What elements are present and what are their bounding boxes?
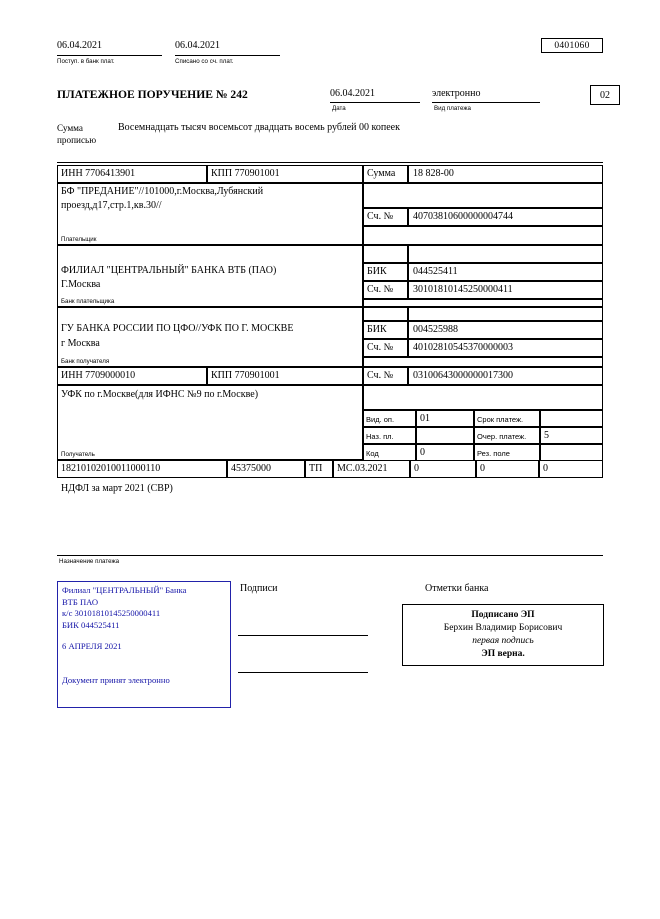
signatures-caption: Подписи	[240, 583, 278, 594]
tip-plat-cell	[539, 460, 603, 478]
spisano-date-rule	[175, 55, 280, 56]
kbk-value: 18210102010011000110	[61, 463, 161, 474]
purpose-value: НДФЛ за март 2021 (СВР)	[61, 483, 173, 494]
sum-in-words-label-2: прописью	[57, 135, 97, 145]
kod-label: Код	[366, 449, 379, 458]
postup-date-field	[57, 40, 162, 51]
ep-line-2: Берхин Владимир Борисович	[443, 623, 563, 633]
ocher-plat-value-cell	[540, 427, 603, 444]
payee-bank-bik-label: БИК	[367, 324, 387, 335]
payer-name-line2: проезд,д17,стр.1,кв.30//	[61, 200, 162, 211]
ocher-plat-value: 5	[544, 430, 549, 441]
vid-op-label: Вид. оп.	[366, 415, 395, 424]
spisano-date-field	[175, 40, 280, 51]
amount-label: Сумма	[367, 168, 396, 179]
signature-line-2	[238, 672, 368, 673]
stamp-line-1: Филиал "ЦЕНТРАЛЬНЫЙ" Банка	[62, 585, 187, 595]
bank-electronic-stamp	[57, 581, 231, 708]
nomer-dok-value: 0	[414, 463, 419, 474]
res-pole-value-cell	[540, 444, 603, 461]
payer-bank-bik-label: БИК	[367, 266, 387, 277]
payee-kpp-value: КПП 770901001	[211, 370, 280, 381]
data-dok-cell	[476, 460, 539, 478]
doc-date-value: 06.04.2021	[330, 88, 375, 99]
spisano-date-label: Списано со сч. плат.	[175, 58, 234, 65]
srok-plat-value-cell	[540, 410, 603, 427]
spisano-date-value: 06.04.2021	[175, 40, 220, 51]
payer-account-value: 40703810600000004744	[413, 211, 513, 222]
payee-bank-spacer-right	[408, 307, 603, 321]
ep-line-4: ЭП верна.	[481, 649, 525, 659]
payer-bank-acc-label: Сч. №	[367, 284, 394, 295]
payee-bank-acc-value: 40102810545370000003	[413, 342, 513, 353]
signature-line-1	[238, 635, 368, 636]
payment-kind-label: Вид платежа	[434, 105, 471, 112]
srok-plat-label: Срок платеж.	[477, 415, 524, 424]
stamp-line-6: Документ принят электронно	[62, 674, 170, 685]
payer-bank-bottom-spacer	[363, 299, 603, 307]
purpose-caption: Назначение платежа	[59, 558, 120, 565]
payer-bank-spacer-right	[408, 245, 603, 263]
sum-in-words-label-1: Сумма	[57, 123, 84, 133]
payee-right-spacer	[363, 385, 603, 410]
doc-date-label: Дата	[332, 105, 346, 112]
stamp-line-3: к/с 30101810145250000411	[62, 608, 161, 618]
ocher-plat-label: Очер. платеж.	[477, 432, 527, 441]
oktmo-final: 45375000	[231, 463, 271, 474]
naz-pl-label: Наз. пл.	[366, 432, 394, 441]
tip-plat-value: 0	[543, 463, 548, 474]
nomer-dok-cell	[410, 460, 476, 478]
purpose-rule	[57, 555, 603, 556]
payment-kind-rule	[432, 102, 540, 103]
sum-in-words-rule	[57, 162, 603, 163]
vid-op-value: 01	[420, 413, 430, 424]
payee-name-value: УФК по г.Москве(для ИФНС №9 по г.Москве)	[61, 389, 259, 400]
payer-bank-acc-value: 30101810145250000411	[413, 284, 513, 295]
kod-value: 0	[420, 447, 425, 458]
bank-marks-caption: Отметки банка	[425, 583, 489, 594]
ep-line-1: Подписано ЭП	[471, 610, 535, 620]
amount-value: 18 828-00	[413, 168, 454, 179]
electronic-signature-box	[402, 604, 604, 666]
period-value: МС.03.2021	[337, 463, 388, 474]
naz-pl-value-cell	[416, 427, 474, 444]
stamp-line-2: ВТБ ПАО	[62, 596, 99, 607]
payer-bank-line1: ФИЛИАЛ "ЦЕНТРАЛЬНЫЙ" БАНКА ВТБ (ПАО)	[61, 265, 277, 276]
payee-bank-line2: г Москва	[61, 338, 100, 349]
payee-acc-label: Сч. №	[367, 370, 394, 381]
form-code-box: 0401060	[541, 38, 603, 53]
payee-caption: Получатель	[61, 451, 95, 458]
ep-line-3: первая подпись	[472, 636, 534, 646]
payer-bank-bik-value: 044525411	[413, 266, 458, 277]
payer-caption: Плательщик	[61, 236, 97, 243]
postup-date-rule	[57, 55, 162, 56]
doc-date-rule	[330, 102, 420, 103]
data-dok-value: 0	[480, 463, 485, 474]
sum-in-words-value: Восемнадцать тысяч восемьсот двадцать восемь рублей 00 копеек	[118, 122, 400, 133]
payer-bank-spacer-left	[363, 245, 408, 263]
payment-kind-code-box: 02	[590, 85, 620, 105]
payer-account-spacer-cell	[363, 226, 603, 245]
osnovanie-value: ТП	[309, 463, 323, 474]
payee-bank-acc-label: Сч. №	[367, 342, 394, 353]
payment-kind-value: электронно	[432, 88, 481, 99]
amount-spacer-cell	[363, 183, 603, 208]
payee-bank-line1: ГУ БАНКА РОССИИ ПО ЦФО//УФК ПО Г. МОСКВЕ	[61, 323, 294, 334]
payee-acc-value: 03100643000000017300	[413, 370, 513, 381]
payer-name-line1: БФ "ПРЕДАНИЕ"//101000,г.Москва,Лубянский	[61, 186, 264, 197]
stamp-line-4: БИК 044525411	[62, 619, 120, 630]
payee-bank-bottom-spacer	[363, 357, 603, 367]
payer-bank-line2: Г.Москва	[61, 279, 101, 290]
postup-date-value: 06.04.2021	[57, 40, 102, 51]
stamp-line-5: 6 АПРЕЛЯ 2021	[62, 641, 122, 651]
payer-kpp-value: КПП 770901001	[211, 168, 280, 179]
payee-bank-bik-value: 004525988	[413, 324, 458, 335]
payee-inn-value: ИНН 7709000010	[61, 370, 136, 381]
payee-bank-caption: Банк получателя	[61, 358, 110, 365]
payer-bank-caption: Банк плательщика	[61, 298, 115, 305]
document-title: ПЛАТЕЖНОЕ ПОРУЧЕНИЕ № 242	[57, 88, 248, 101]
payee-bank-spacer-left	[363, 307, 408, 321]
postup-date-label: Поступ. в банк плат.	[57, 58, 115, 65]
res-pole-label: Рез. поле	[477, 449, 510, 458]
payer-account-label: Сч. №	[367, 211, 394, 222]
payer-inn-value: ИНН 7706413901	[61, 168, 136, 179]
